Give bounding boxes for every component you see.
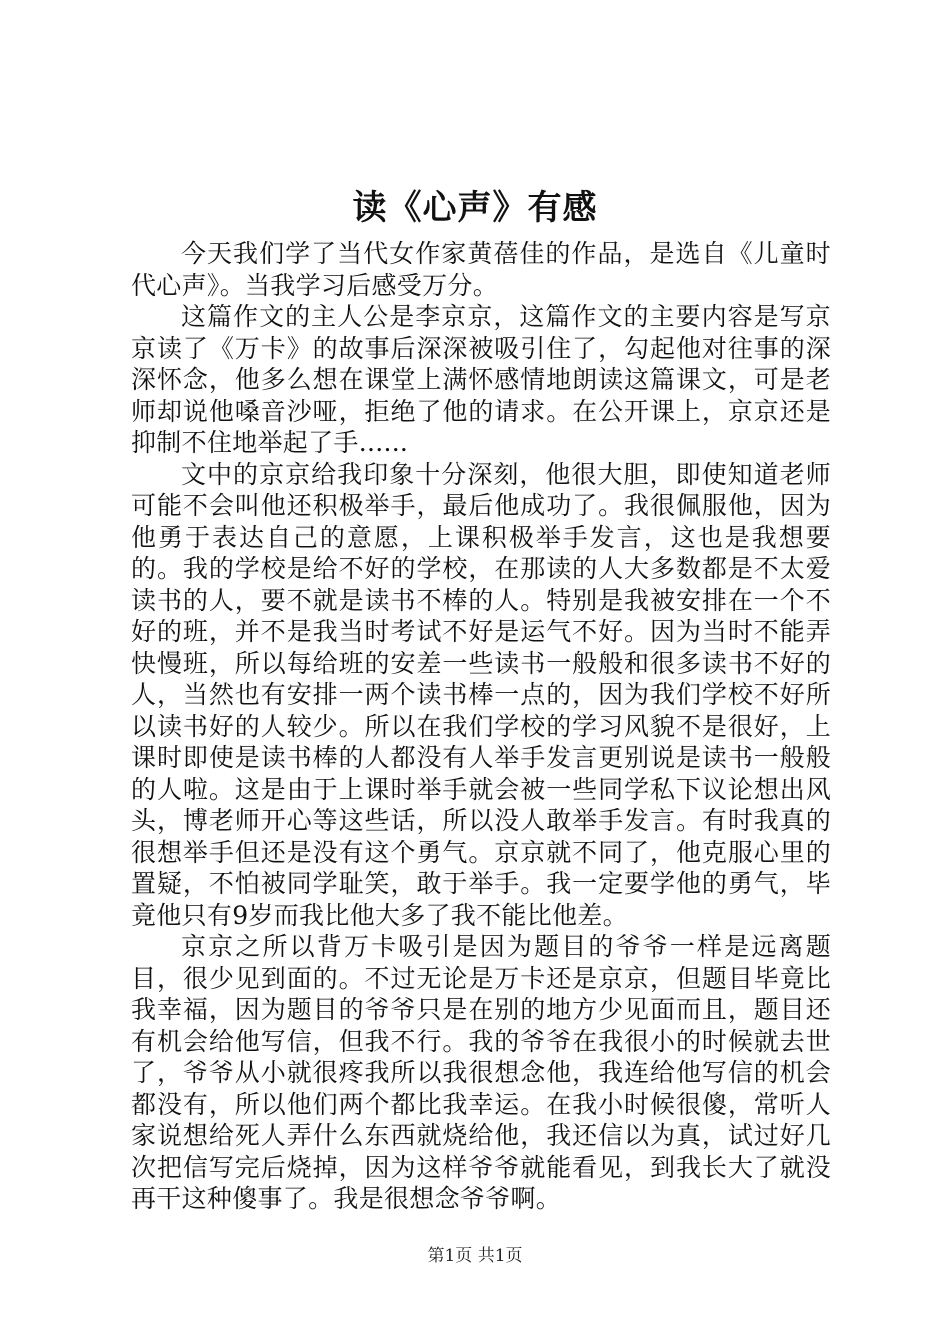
document-title: 读《心声》有感 [352,188,598,228]
page-number: 第1页 [427,1246,473,1266]
paragraph-1: 今天我们学了当代女作家黄蓓佳的作品，是选自《儿童时代心声》。当我学习后感受万分。 [131,239,831,300]
page-total: 共1页 [477,1246,523,1266]
paragraph-2: 这篇作文的主人公是李京京，这篇作文的主要内容是写京京读了《万卡》的故事后深深被吸引住了，勾起他对往事的深深怀念，他多么想在课堂上满怀感情地朗读这篇课文，可是老师却说他嗓音沙哑，拒绝了他的请求。在公开课上，京京还是抑制不住地举起了手...... [131,302,831,457]
paragraph-4: 京京之所以背万卡吸引是因为题目的爷爷一样是远离题目，很少见到面的。不过无论是万卡还是京京，但题目毕竟比我幸福，因为题目的爷爷只是在别的地方少见面而且，题目还有机会给他写信，但我不行。我的爷爷在我很小的时候就去世了，爷爷从小就很疼我所以我很想念他，我连给他写信的机会都没有，所以他们两个都比我幸运。在我小时候很傻，常听人家说想给死人弄什么东西就烧给他，我还信以为真，试过好几次把信写完后烧掉，因为这样爷爷就能看见，到我长大了就没再干这种傻事了。我是很想念爷爷啊。 [131,932,831,1213]
page-footer [0,1244,950,1268]
document-body [131,238,831,1215]
paragraph-3: 文中的京京给我印象十分深刻，他很大胆，即使知道老师可能不会叫他还积极举手，最后他成功了。我很佩服他，因为他勇于表达自己的意愿，上课积极举手发言，这也是我想要的。我的学校是给不好的学校，在那读的人大多数都是不太爱读书的人，要不就是读书不棒的人。特别是我被安排在一个不好的班，并不是我当时考试不好是运气不好。因为当时不能弄快慢班，所以每给班的安差一些读书一般般和很多读书不好的人，当然也有安排一两个读书棒一点的，因为我们学校不好所以读书好的人较少。所以在我们学校的学习风貌不是很好，上课时即使是读书棒的人都没有人举手发言更别说是读书一般般的人啦。这是由于上课时举手就会被一些同学私下议论想出风头，博老师开心等这些话，所以没人敢举手发言。有时我真的很想举手但还是没有这个勇气。京京就不同了，他克服心里的置疑，不怕被同学耻笑，敢于举手。我一定要学他的勇气，毕竟他只有9岁而我比他大多了我不能比他差。 [131,459,831,930]
